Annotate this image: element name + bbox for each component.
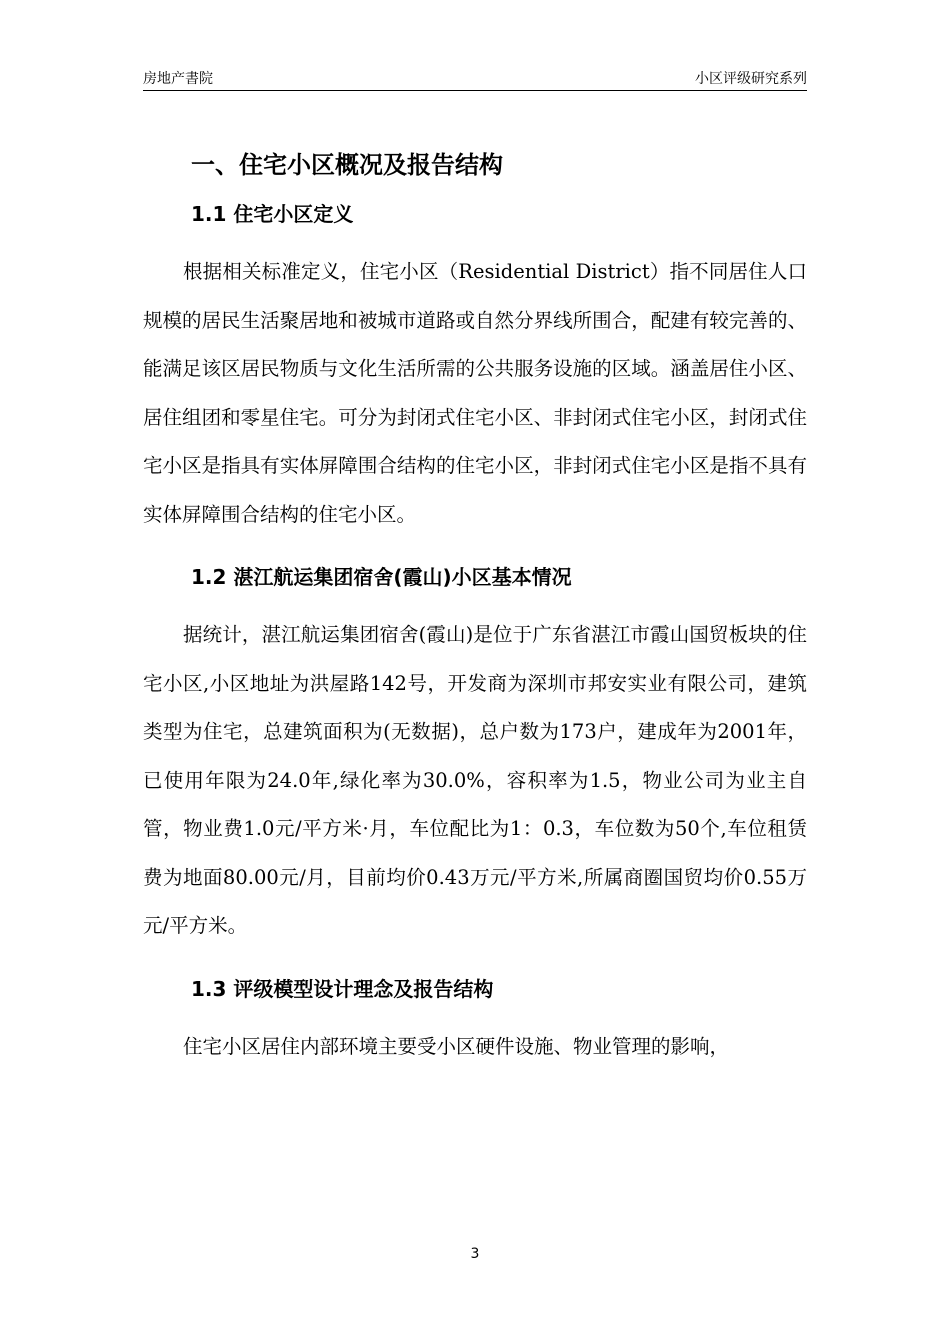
heading-1-2: 1.2 湛江航运集团宿舍(霞山)小区基本情况 [191,565,572,589]
paragraph-1-3: 住宅小区居住内部环境主要受小区硬件设施、物业管理的影响， [183,1034,730,1058]
header-series: 小区评级研究系列 [695,71,807,87]
page-number: 3 [470,1246,480,1262]
heading-1-1: 1.1 住宅小区定义 [191,202,354,226]
section-title: 一、住宅小区概况及报告结构 [191,151,503,179]
header-publisher: 房地产書院 [143,71,213,87]
page-header [143,68,807,91]
document-body [143,140,807,1071]
heading-1-3: 1.3 评级模型设计理念及报告结构 [191,976,494,1001]
paragraph-1-1: 根据相关标准定义，住宅小区（Residential District）指不同居住人口规模的居民生活聚居地和被城市道路或自然分界线所围合，配建有较完善的、能满足该区居民物质与文化生活所需的公共服务设施的区域。涵盖居住小区、居住组团和零星住宅。可分为封闭式住宅小区、非封闭式住宅小区，封闭式住宅小区是指具有实体屏障围合结构的住宅小区，非封闭式住宅小区是指不具有实体屏障围合结构的住宅小区。 [143,260,807,526]
paragraph-1-2: 据统计，湛江航运集团宿舍(霞山)是位于广东省湛江市霞山国贸板块的住宅小区,小区地址为洪屋路142号，开发商为深圳市邦安实业有限公司，建筑类型为住宅，总建筑面积为(无数据)，总户数为173户，建成年为2001年，已使用年限为24.0年,绿化率为30.0%，容积率为1.5，物业公司为业主自管，物业费1.0元/平方米·月，车位配比为1：0.3，车位数为50个,车位租赁费为地面80.00元/月，目前均价0.43万元/平方米,所属商圈国贸均价0.55万元/平方米。 [143,623,807,937]
